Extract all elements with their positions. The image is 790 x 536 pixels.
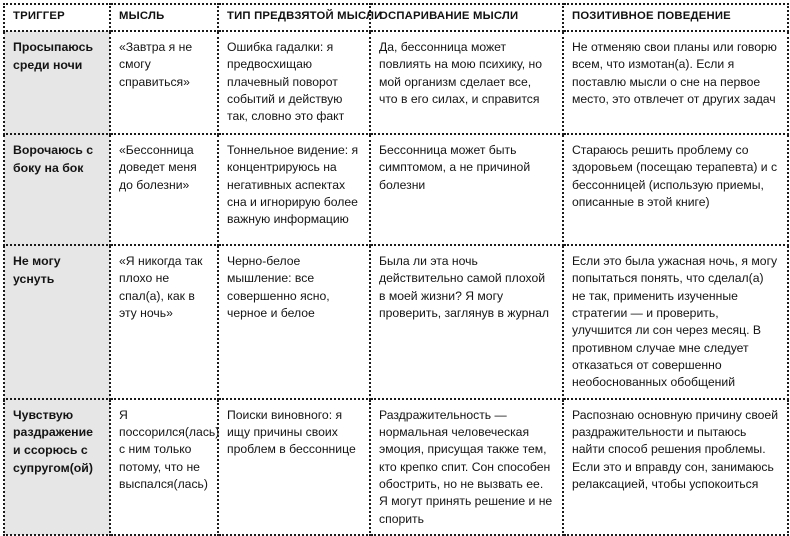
cell-behavior: Не отменяю свои планы или говорю всем, что измотан(а). Если я поставлю мысли о сне на первое место, это отвлечет от других задач bbox=[563, 31, 788, 134]
table-row bbox=[4, 399, 788, 535]
column-header-challenge: ОСПАРИВАНИЕ МЫСЛИ bbox=[370, 4, 563, 31]
cell-type: Тоннельное видение: я концентрируюсь на негативных аспектах сна и игнорирую более важную информацию bbox=[218, 134, 370, 245]
cell-challenge: Раздражительность — нормальная человеческая эмоция, присущая также тем, кто крепко спит. Сон способен обострить, но не вызвать ее. Я могут принять решение и не спорить bbox=[370, 399, 563, 535]
cell-trigger: Не могу уснуть bbox=[4, 245, 110, 399]
cell-type: Поиски виновного: я ищу причины своих проблем в бессоннице bbox=[218, 399, 370, 535]
cell-thought: «Завтра я не смогу справиться» bbox=[110, 31, 218, 134]
column-header-behavior: ПОЗИТИВНОЕ ПОВЕДЕНИЕ bbox=[563, 4, 788, 31]
table-row bbox=[4, 245, 788, 399]
cell-behavior: Распознаю основную причину своей раздражительности и пытаюсь найти способ решения проблемы. Если это и вправду сон, занимаюсь релаксацией, чтобы успокоиться bbox=[563, 399, 788, 535]
table-header bbox=[4, 4, 788, 31]
cell-thought: «Бессонница доведет меня до болезни» bbox=[110, 134, 218, 245]
header-row bbox=[4, 4, 788, 31]
cell-trigger: Чувствую раздражение и ссорюсь с супругом(ой) bbox=[4, 399, 110, 535]
cell-challenge: Да, бессонница может повлиять на мою психику, но мой организм сделает все, что в его силах, и справится bbox=[370, 31, 563, 134]
cell-thought: «Я никогда так плохо не спал(а), как в эту ночь» bbox=[110, 245, 218, 399]
cbt-thought-record-table bbox=[3, 3, 789, 536]
cell-challenge: Была ли эта ночь действительно самой плохой в моей жизни? Я могу проверить, заглянув в журнал bbox=[370, 245, 563, 399]
cell-thought: Я поссорился(лась) с ним только потому, что не выспался(лась) bbox=[110, 399, 218, 535]
table-body bbox=[4, 31, 788, 535]
cell-trigger: Просыпаюсь среди ночи bbox=[4, 31, 110, 134]
cell-challenge: Бессонница может быть симптомом, а не причиной болезни bbox=[370, 134, 563, 245]
cell-behavior: Если это была ужасная ночь, я могу попытаться понять, что сделал(а) не так, применить изученные стратегии — и проверить, улучшится ли сон через месяц. В противном случае мне следует отказаться от совершенно необоснованных обобщений bbox=[563, 245, 788, 399]
cell-trigger: Ворочаюсь с боку на бок bbox=[4, 134, 110, 245]
column-header-trigger: ТРИГГЕР bbox=[4, 4, 110, 31]
cell-behavior: Стараюсь решить проблему со здоровьем (посещаю терапевта) и с бессонницей (использую приемы, описанные в этой книге) bbox=[563, 134, 788, 245]
cell-type: Ошибка гадалки: я предвосхищаю плачевный поворот событий и действую так, словно это факт bbox=[218, 31, 370, 134]
cell-type: Черно-белое мышление: все совершенно ясно, черное и белое bbox=[218, 245, 370, 399]
table-row bbox=[4, 134, 788, 245]
table-row bbox=[4, 31, 788, 134]
column-header-thought: МЫСЛЬ bbox=[110, 4, 218, 31]
column-header-type: ТИП ПРЕДВЗЯТОЙ МЫСЛИ bbox=[218, 4, 370, 31]
